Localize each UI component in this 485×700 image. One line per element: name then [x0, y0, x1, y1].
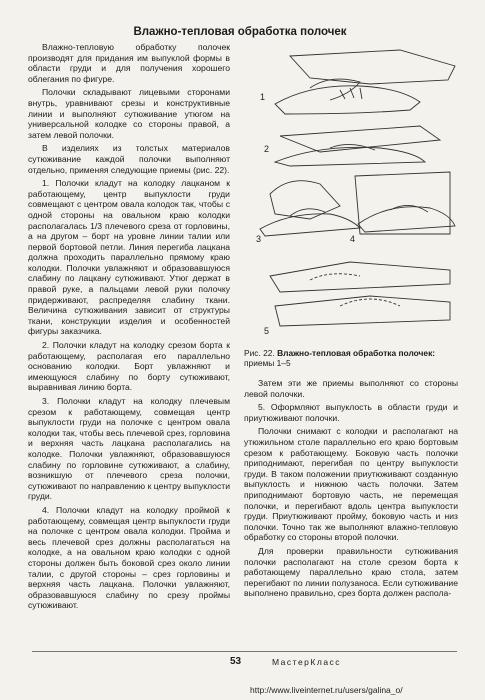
paragraph: 5. Оформляют выпуклость в области груди и приутюживают полочки. [244, 402, 458, 423]
figure-label-1: 1 [260, 92, 266, 102]
figure-label-3: 3 [256, 234, 262, 244]
figure-label-2: 2 [264, 144, 270, 154]
figure-label-5: 5 [264, 326, 270, 336]
right-column [244, 378, 458, 638]
paragraph: 3. Полочки кладут на колодку плечевым срезом к работающему, совмещая центр выпуклости груди на полочке с центром овала колодки так, чтобы весь плечевой срез, горловина и верхняя часть лацкана располагались на колодке. Полочки увлажняют, образовавшуюся слабину по горловине сутюживают, а слабину, возникшую от плечевого среза полочки, сутюживают по направлению к центру выпуклости груди. [28, 396, 230, 502]
paragraph: 4. Полочки кладут на колодку проймой к работающему, совмещая центр выпуклости груди на полочке с центром овала колодки. Пройма и весь плечевой срез должны располагаться на колодке, а на овальном краю колодки с одной стороны должен быть боковой срез около линии талии, с другой стороны – срез горловины и верхняя часть лацкана. Полочки увлажняют, образовавшуюся слабину по срезу проймы сутюживают. [28, 504, 230, 611]
paragraph: 2. Полочки кладут на колодку срезом борта к работающему, располагая его параллельно основанию колодки. Борт увлажняют и имеющуюся слабину по борту сутюживают, выравнивая линию борта. [28, 340, 230, 393]
left-column [28, 42, 230, 642]
caption-prefix: Рис. 22. [244, 348, 275, 358]
caption-title: Влажно-тепловая обработка полочек: [277, 348, 436, 358]
paragraph: 1. Полочки кладут на колодку лацканом к работающему, центр выпуклости груди совмещают с центром овала колодок так, чтобы с одной стороны на овальном краю колодки располагалась 1/3 плечевого среза от горловины, а на другом – борт на уровне линии талии или первой бортовой петли. Линия перегиба лацкана должна проходить параллельно прямому краю колодки. Полочки увлажняют и образовавшуюся слабину по лацкану сутюживают. Утюг держат в правой руке, а пальцами левой руки полочку придерживают, распределяя слабину ткани. Величина сутюживания зависит от структуры ткани, конструкции изделия и особенностей фигуры заказчика. [28, 178, 230, 337]
caption-rest: приемы 1–5 [244, 358, 291, 369]
paragraph: Затем эти же приемы выполняют со стороны левой полочки. [244, 378, 458, 399]
figure-22-illustration [250, 44, 458, 342]
magazine-name: МастерКласс [272, 657, 342, 667]
footer-divider [32, 651, 457, 652]
paragraph: Полочки складывают лицевыми сторонами внутрь, уравнивают срезы и конструктивные линии и выполняют сутюживание утюгом на универсальной колодке со стороны правой, а затем левой полочки. [28, 87, 230, 140]
page-number: 53 [230, 656, 242, 667]
source-url: http://www.liveinternet.ru/users/galina_o/ [250, 685, 403, 695]
figure-caption [244, 348, 458, 369]
page-title: Влажно-тепловая обработка полочек [133, 26, 347, 38]
paragraph: Полочки снимают с колодки и располагают на утюжильном столе параллельно его краю бортовым срезом к работающему. Боковую часть полочки приподнимают, перегибая по центру выпуклости груди. В таком положении приутюживают созданную выпуклость и нижнюю часть полочки. Затем приподнимают бортовую часть, не перемещая полочки, и перегибают вдоль центра выпуклости груди. Приутюживают пройму, боковую часть и низ полочки. Точно так же выполняют влажно-тепловую обработку со стороны второй полочки. [244, 426, 458, 543]
paragraph: Влажно-тепловую обработку полочек производят для придания им выпуклой формы в области груди и для получения хорошего облегания по фигуре. [28, 42, 230, 84]
paragraph: Для проверки правильности сутюживания полочки располагают на столе срезом борта к работающему параллельно краю стола, затем перегибают по линии полузаноса. Если сутюживание выполнено правильно, срез борта должен распола- [244, 545, 458, 599]
paragraph: В изделиях из толстых материалов сутюживание каждой полочки выполняют отдельно, применяя следующие приемы (рис. 22). [28, 143, 230, 175]
figure-label-4: 4 [350, 234, 356, 244]
